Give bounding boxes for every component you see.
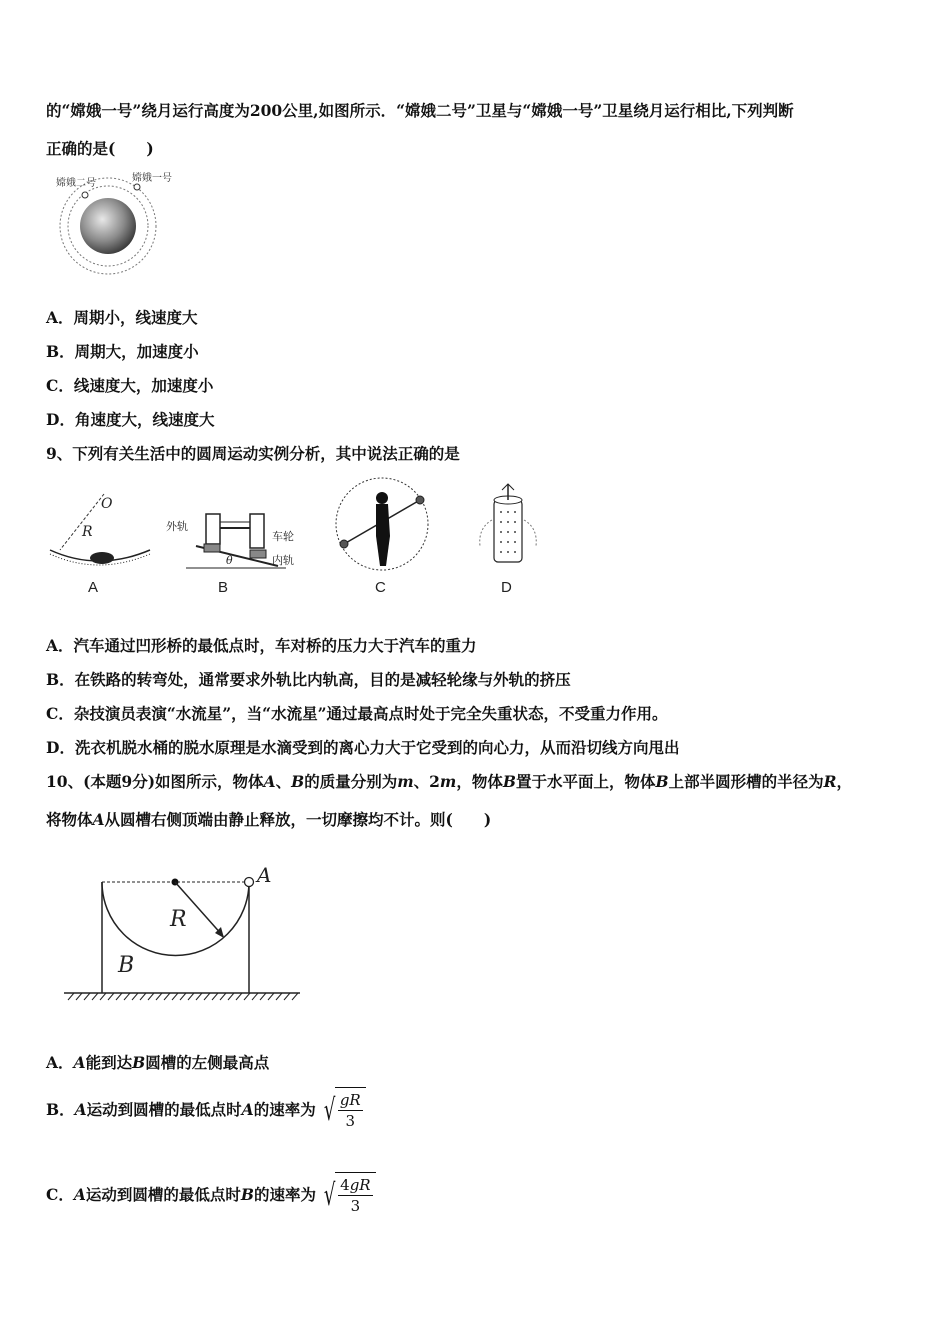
q10-option-c: C．A运动到圆槽的最低点时B的速率为 √ $\frac{4gR}{3}$	[46, 1170, 376, 1220]
circular-motion-figure	[46, 470, 566, 600]
satellite-chang-e-1	[134, 184, 140, 190]
semicircular-groove-figure	[60, 860, 310, 1005]
q9-stem: 9、下列有关生活中的圆周运动实例分析，其中说法正确的是	[46, 444, 460, 463]
q9-option-d: D．洗衣机脱水桶的脱水原理是水滴受到的离心力大于它受到的向心力，从而沿切线方向甩出	[46, 738, 680, 757]
figure-d-spin-dryer	[480, 484, 537, 562]
q8-option-a: A．周期小，线速度大	[46, 308, 198, 327]
label-wheel: 车轮	[272, 530, 294, 543]
caption-b: B	[218, 579, 229, 596]
satellite-chang-e-2	[82, 192, 88, 198]
q10-stem-line1: 10、(本题9分)如图所示，物体A、B的质量分别为m、2m，物体B置于水平面上，物体B上部半圆形槽的半径为R，	[46, 772, 852, 791]
car	[90, 552, 114, 564]
label-a: A	[257, 863, 272, 887]
q9-option-b: B．在铁路的转弯处，通常要求外轨比内轨高，目的是减轻轮缘与外轨的挤压	[46, 670, 571, 689]
q10-option-a: A．A能到达B圆槽的左侧最高点	[46, 1053, 270, 1072]
label-inner-rail: 内轨	[272, 554, 294, 567]
caption-c: C	[375, 579, 386, 596]
q10-stem-line2: 将物体A从圆槽右侧顶端由静止释放，一切摩擦均不计。则( )	[46, 810, 492, 829]
label-chang-e-2: 嫦娥二号	[56, 178, 96, 189]
label-b: B	[118, 953, 135, 978]
q9-option-a: A．汽车通过凹形桥的最低点时，车对桥的压力大于汽车的重力	[46, 636, 477, 655]
figure-b-railway	[166, 514, 294, 568]
performer-body	[376, 504, 390, 566]
moon	[80, 198, 136, 254]
q9-option-c: C．杂技演员表演“水流星”，当“水流星”通过最高点时处于完全失重状态，不受重力作用。	[46, 704, 668, 723]
caption-d: D	[501, 579, 512, 596]
label-o: O	[101, 496, 113, 512]
label-r: R	[170, 907, 187, 932]
sqrt-4gr-over-3: √ $\frac{4gR}{3}$	[320, 1172, 376, 1220]
label-r: R	[82, 524, 93, 540]
label-theta: θ	[226, 554, 233, 567]
performer-head	[376, 492, 388, 504]
q8-option-c: C．线速度大，加速度小	[46, 376, 214, 395]
q10-option-b: B．A运动到圆槽的最低点时A的速率为 √ $\frac{gR}{3}$	[46, 1085, 366, 1135]
object-a	[245, 878, 254, 887]
figure-c-water-meteor	[336, 478, 428, 570]
q8-stem-line2: 正确的是( )	[46, 139, 154, 158]
orbit-figure	[52, 168, 182, 280]
sqrt-gr-over-3: √ $\frac{gR}{3}$	[320, 1087, 366, 1135]
q8-stem-line1: 的“嫦娥一号”绕月运行高度为200公里,如图所示．“嫦娥二号”卫星与“嫦娥一号”卫星绕月运行相比,下列判断	[46, 101, 794, 120]
caption-a: A	[88, 579, 99, 596]
figure-a-concave-bridge	[50, 494, 150, 565]
label-chang-e-1: 嫦娥一号	[132, 173, 172, 184]
q8-option-d: D．角速度大，线速度大	[46, 410, 215, 429]
q8-option-b: B．周期大，加速度小	[46, 342, 199, 361]
label-outer-rail: 外轨	[166, 520, 188, 533]
